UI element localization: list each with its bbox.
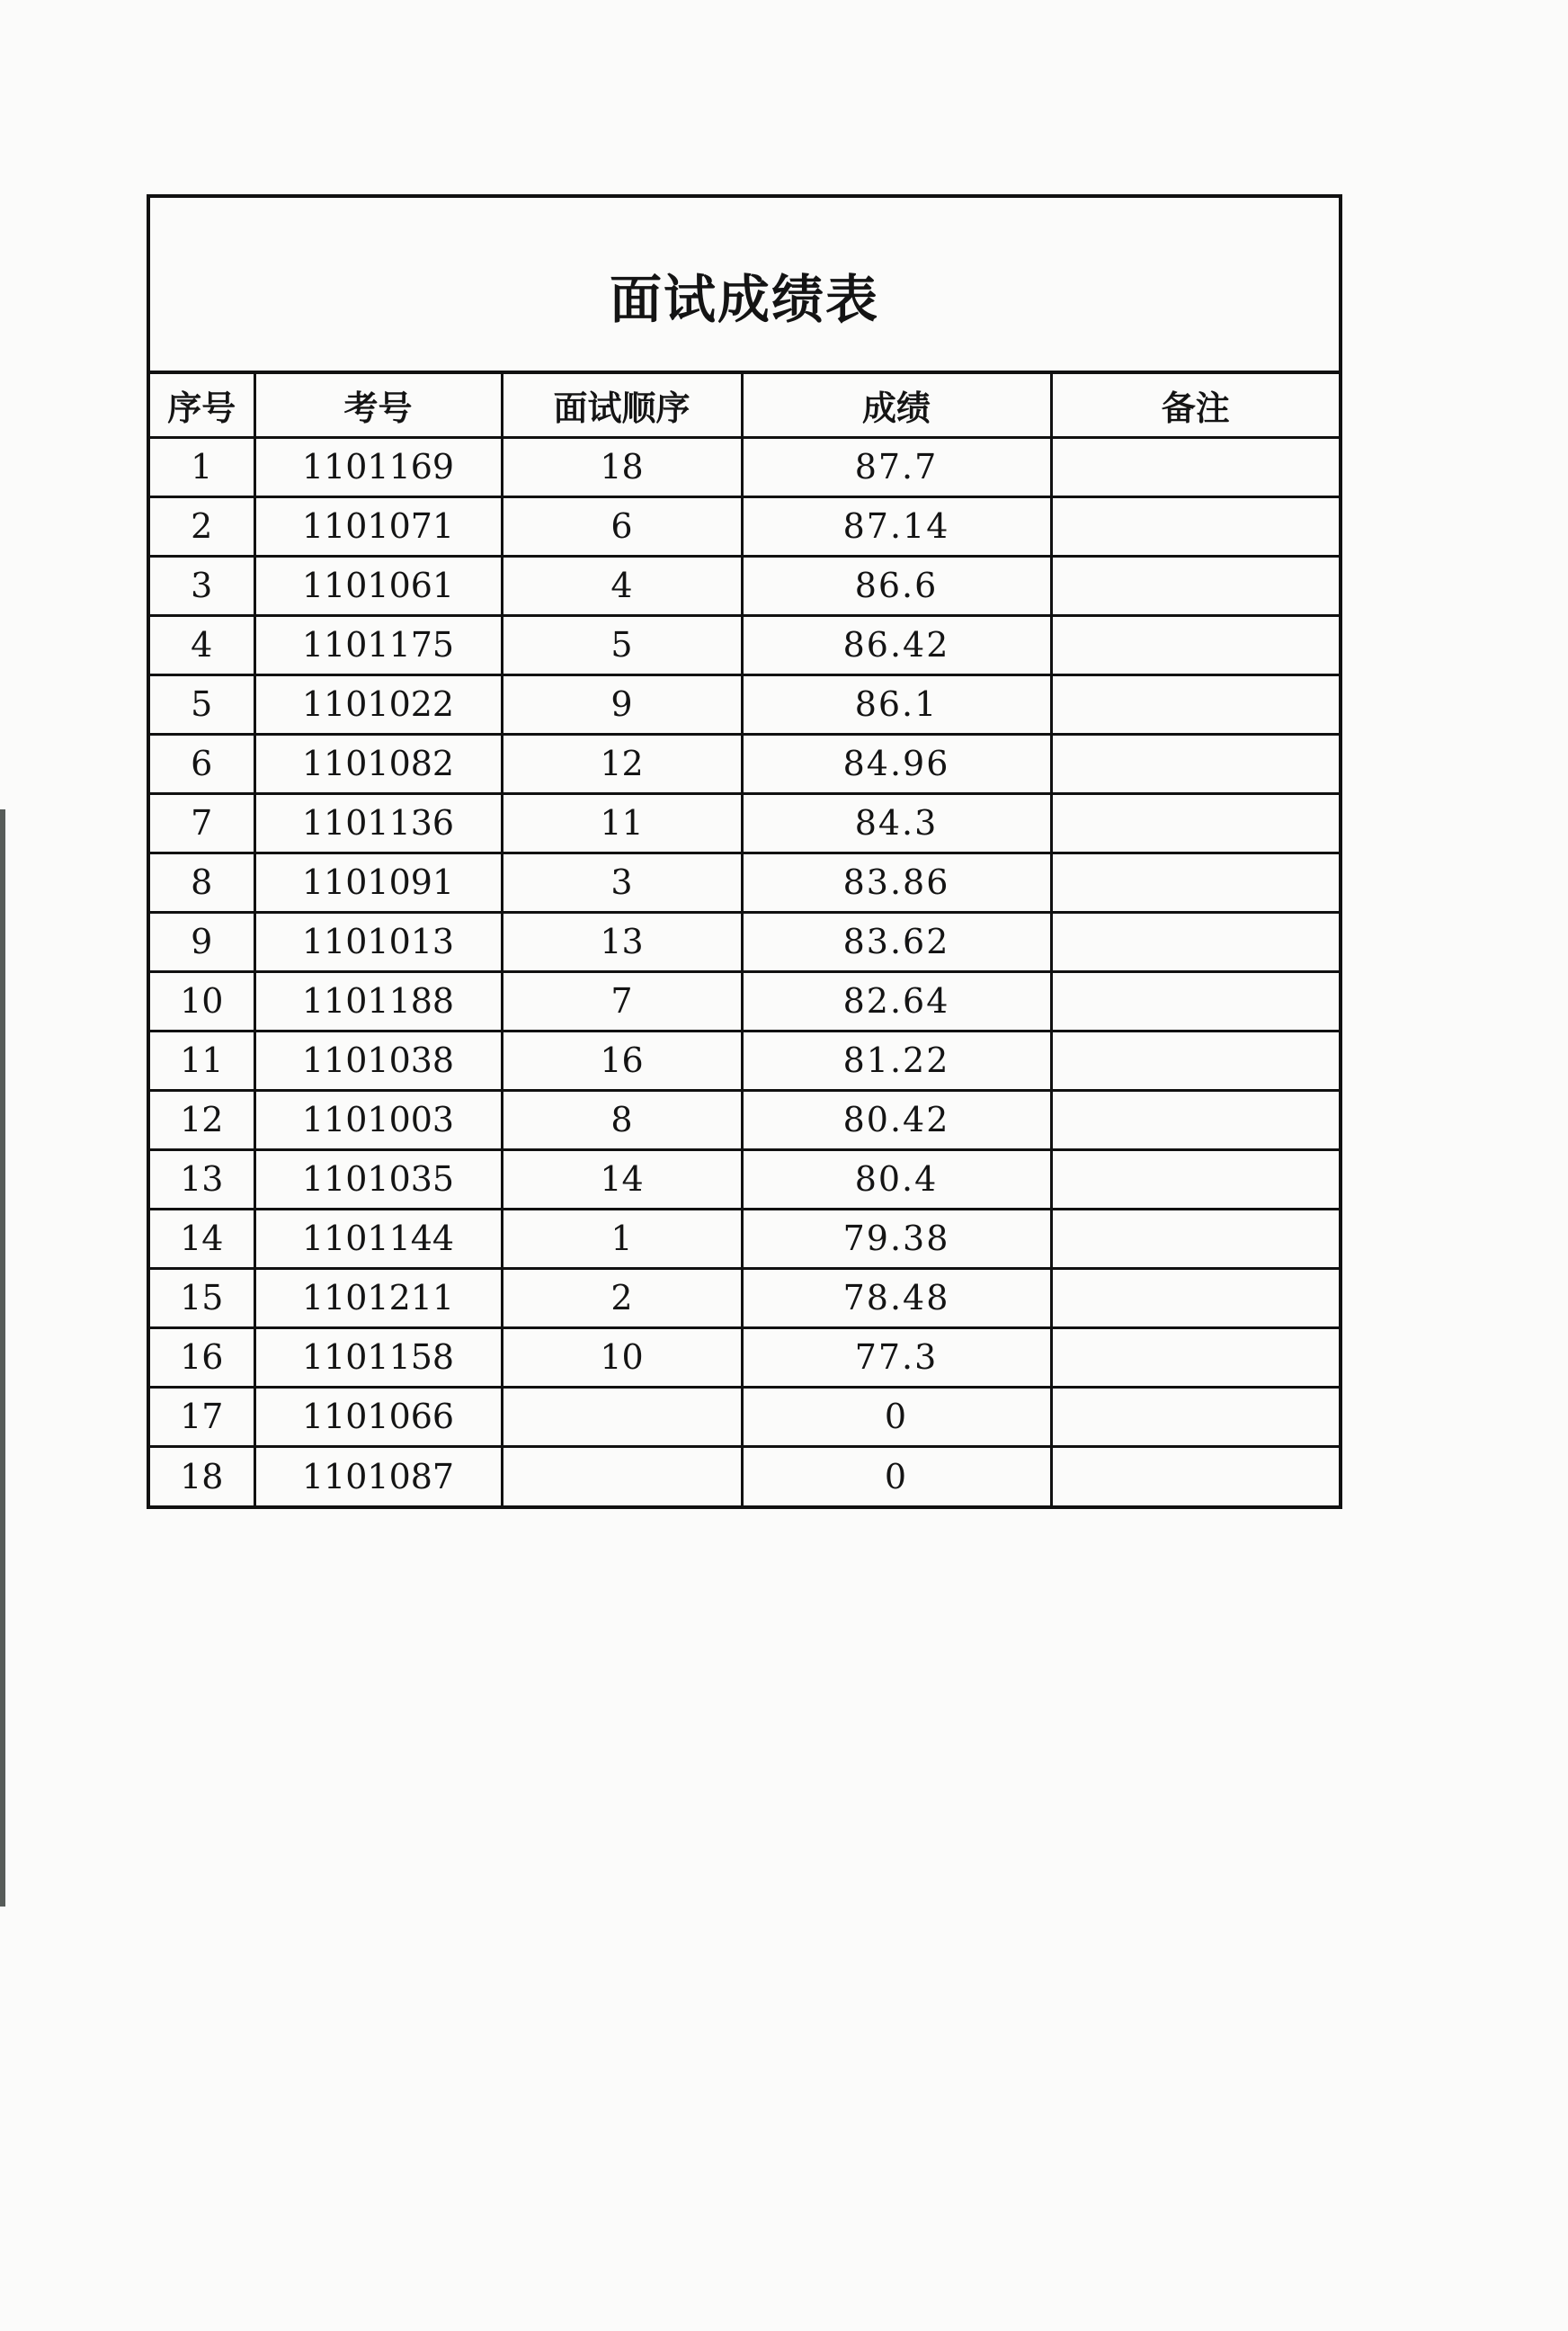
cell-seq: 14 [150, 1209, 254, 1268]
cell-order: 5 [502, 615, 742, 674]
table-row [150, 437, 1339, 496]
cell-order: 8 [502, 1090, 742, 1149]
cell-order: 2 [502, 1268, 742, 1327]
cell-seq: 18 [150, 1446, 254, 1505]
cell-seq: 3 [150, 556, 254, 615]
cell-order [502, 1387, 742, 1446]
cell-exam-no: 1101175 [254, 615, 502, 674]
cell-seq: 1 [150, 437, 254, 496]
cell-order: 7 [502, 971, 742, 1031]
cell-score: 86.42 [742, 615, 1051, 674]
header-score: 成绩 [742, 374, 1051, 437]
table-row [150, 1387, 1339, 1446]
cell-seq: 9 [150, 912, 254, 971]
table-row [150, 1209, 1339, 1268]
cell-order: 4 [502, 556, 742, 615]
cell-remark [1051, 437, 1339, 496]
cell-seq: 11 [150, 1031, 254, 1090]
table-row [150, 1268, 1339, 1327]
cell-remark [1051, 1446, 1339, 1505]
header-exam-no: 考号 [254, 374, 502, 437]
header-seq: 序号 [150, 374, 254, 437]
cell-seq: 2 [150, 496, 254, 556]
cell-remark [1051, 734, 1339, 793]
cell-score: 81.22 [742, 1031, 1051, 1090]
header-remark: 备注 [1051, 374, 1339, 437]
cell-seq: 13 [150, 1149, 254, 1209]
table-row [150, 1446, 1339, 1505]
cell-exam-no: 1101082 [254, 734, 502, 793]
cell-remark [1051, 793, 1339, 853]
cell-score: 87.14 [742, 496, 1051, 556]
cell-remark [1051, 556, 1339, 615]
cell-score: 86.1 [742, 674, 1051, 734]
cell-exam-no: 1101158 [254, 1327, 502, 1387]
cell-order: 16 [502, 1031, 742, 1090]
title-row [150, 198, 1339, 374]
table-row [150, 793, 1339, 853]
cell-remark [1051, 1209, 1339, 1268]
cell-exam-no: 1101071 [254, 496, 502, 556]
table-row [150, 615, 1339, 674]
table-row [150, 912, 1339, 971]
cell-exam-no: 1101038 [254, 1031, 502, 1090]
cell-score: 82.64 [742, 971, 1051, 1031]
cell-remark [1051, 674, 1339, 734]
cell-score: 83.86 [742, 853, 1051, 912]
cell-exam-no: 1101169 [254, 437, 502, 496]
cell-order: 3 [502, 853, 742, 912]
cell-order: 11 [502, 793, 742, 853]
cell-order: 14 [502, 1149, 742, 1209]
cell-exam-no: 1101003 [254, 1090, 502, 1149]
cell-seq: 15 [150, 1268, 254, 1327]
cell-exam-no: 1101013 [254, 912, 502, 971]
table-row [150, 556, 1339, 615]
cell-seq: 6 [150, 734, 254, 793]
cell-score: 80.4 [742, 1149, 1051, 1209]
table-row [150, 496, 1339, 556]
cell-score: 79.38 [742, 1209, 1051, 1268]
cell-seq: 17 [150, 1387, 254, 1446]
table-row [150, 1327, 1339, 1387]
cell-remark [1051, 1387, 1339, 1446]
cell-remark [1051, 615, 1339, 674]
score-table [150, 374, 1339, 1505]
cell-order [502, 1446, 742, 1505]
cell-order: 1 [502, 1209, 742, 1268]
cell-remark [1051, 971, 1339, 1031]
cell-exam-no: 1101087 [254, 1446, 502, 1505]
scan-edge-shadow [0, 809, 5, 1907]
table-row [150, 1031, 1339, 1090]
page-title: 面试成绩表 [609, 269, 879, 330]
cell-score: 86.6 [742, 556, 1051, 615]
cell-remark [1051, 1268, 1339, 1327]
cell-order: 12 [502, 734, 742, 793]
cell-exam-no: 1101022 [254, 674, 502, 734]
cell-score: 83.62 [742, 912, 1051, 971]
cell-seq: 7 [150, 793, 254, 853]
table-header-row [150, 374, 1339, 437]
cell-score: 0 [742, 1387, 1051, 1446]
cell-seq: 10 [150, 971, 254, 1031]
cell-exam-no: 1101066 [254, 1387, 502, 1446]
score-sheet [147, 194, 1342, 1509]
cell-score: 84.96 [742, 734, 1051, 793]
table-row [150, 1090, 1339, 1149]
cell-seq: 16 [150, 1327, 254, 1387]
cell-remark [1051, 853, 1339, 912]
cell-seq: 4 [150, 615, 254, 674]
cell-seq: 12 [150, 1090, 254, 1149]
table-row [150, 1149, 1339, 1209]
cell-order: 6 [502, 496, 742, 556]
cell-exam-no: 1101211 [254, 1268, 502, 1327]
cell-exam-no: 1101061 [254, 556, 502, 615]
cell-score: 77.3 [742, 1327, 1051, 1387]
cell-score: 84.3 [742, 793, 1051, 853]
cell-remark [1051, 1031, 1339, 1090]
cell-order: 10 [502, 1327, 742, 1387]
cell-score: 78.48 [742, 1268, 1051, 1327]
cell-remark [1051, 912, 1339, 971]
table-row [150, 853, 1339, 912]
cell-seq: 8 [150, 853, 254, 912]
table-row [150, 971, 1339, 1031]
cell-exam-no: 1101035 [254, 1149, 502, 1209]
table-row [150, 674, 1339, 734]
header-order: 面试顺序 [502, 374, 742, 437]
cell-remark [1051, 1149, 1339, 1209]
cell-score: 87.7 [742, 437, 1051, 496]
cell-remark [1051, 496, 1339, 556]
cell-exam-no: 1101136 [254, 793, 502, 853]
cell-remark [1051, 1327, 1339, 1387]
cell-score: 80.42 [742, 1090, 1051, 1149]
cell-score: 0 [742, 1446, 1051, 1505]
table-row [150, 734, 1339, 793]
cell-remark [1051, 1090, 1339, 1149]
cell-exam-no: 1101188 [254, 971, 502, 1031]
cell-exam-no: 1101091 [254, 853, 502, 912]
cell-order: 9 [502, 674, 742, 734]
cell-seq: 5 [150, 674, 254, 734]
cell-order: 13 [502, 912, 742, 971]
cell-order: 18 [502, 437, 742, 496]
cell-exam-no: 1101144 [254, 1209, 502, 1268]
